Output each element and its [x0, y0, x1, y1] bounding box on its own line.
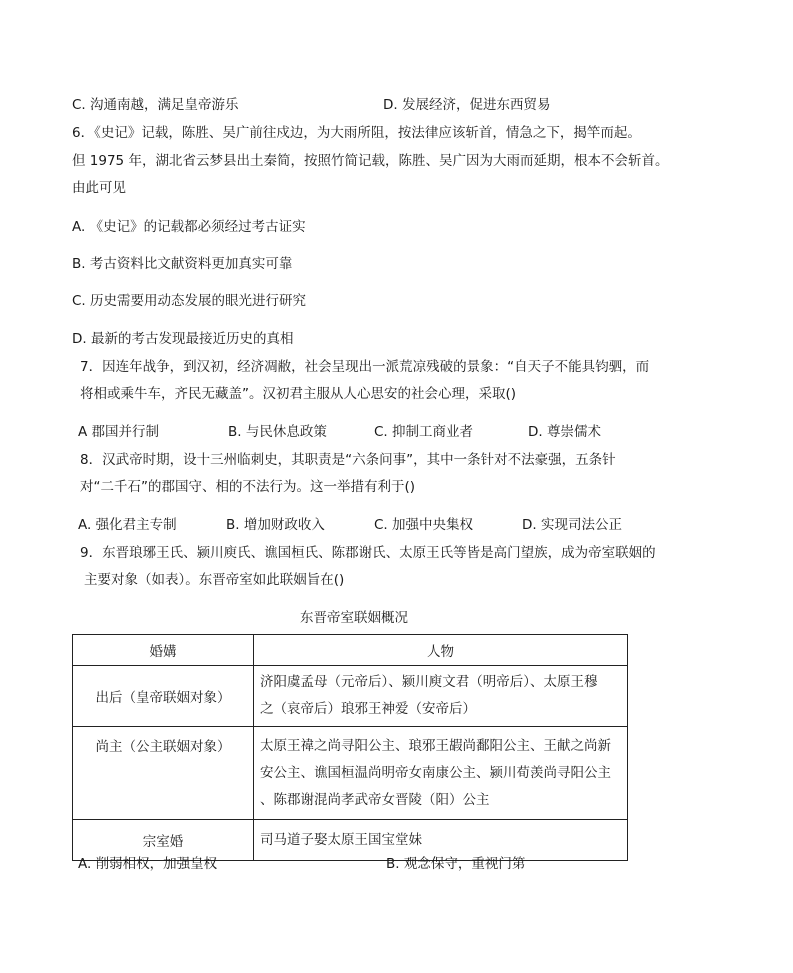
table-row [73, 727, 628, 820]
marriage-table [72, 634, 628, 861]
q8-option-d: D. 实现司法公正 [522, 517, 622, 533]
table-header-row [73, 635, 628, 666]
q6-stem-line2: 但 1975 年，湖北省云梦县出土秦简，按照竹简记载，陈胜、吴广因为大雨而延期，根本不会斩首。 [72, 153, 669, 169]
q6-stem-line3: 由此可见 [72, 180, 126, 196]
q8-option-a: A. 强化君主专制 [78, 517, 177, 533]
q8-option-c: C. 加强中央集权 [374, 517, 474, 533]
table-cell-line: 、陈郡谢混尚孝武帝女晋陵（阳）公主 [260, 791, 490, 808]
table-cell-line: 济阳虞孟母（元帝后）、颍川庾文君（明帝后）、太原王穆 [260, 674, 598, 690]
q5-option-d: D. 发展经济，促进东西贸易 [383, 97, 551, 113]
q6-option-d: D. 最新的考古发现最接近历史的真相 [72, 331, 294, 347]
q7-option-c: C. 抑制工商业者 [374, 424, 474, 440]
q5-option-c: C. 沟通南越，满足皇帝游乐 [72, 97, 239, 113]
table-cell-type: 尚主（公主联姻对象） [73, 727, 254, 820]
table-cell-line: 司马道子娶太原王国宝堂妹 [260, 831, 422, 848]
table-header-type: 婚媾 [73, 635, 254, 666]
q9-stem-line2: 主要对象（如表）。东晋帝室如此联姻旨在() [84, 572, 345, 588]
q8-option-b: B. 增加财政收入 [226, 517, 325, 533]
q7-option-d: D. 尊崇儒术 [528, 424, 601, 440]
q7-option-a: A 郡国并行制 [78, 424, 160, 440]
q6-option-a: A. 《史记》的记载都必须经过考古证实 [72, 219, 306, 235]
table-row [73, 666, 628, 727]
q8-stem-line2: 对“二千石”的郡国守、相的不法行为。这一举措有利于() [80, 479, 416, 495]
q9-option-b: B. 观念保守，重视门第 [386, 856, 526, 872]
table-cell-line: 太原王禕之尚寻阳公主、琅邪王嘏尚鄱阳公主、王献之尚新 [260, 737, 611, 754]
table-header-people: 人物 [254, 635, 628, 666]
table-caption: 东晋帝室联姻概况 [300, 610, 408, 626]
q8-stem-line1: 8．汉武帝时期，设十三州临刺史，其职责是“六条问事”，其中一条针对不法豪强，五条针 [80, 452, 616, 468]
table-cell-line: 之（哀帝后）琅邪王神爱（安帝后） [260, 701, 476, 717]
table-cell-line: 安公主、谯国桓温尚明帝女南康公主、颍川荀羡尚寻阳公主 [260, 764, 611, 781]
q9-stem-line1: 9．东晋琅琊王氏、颍川庾氏、谯国桓氏、陈郡谢氏、太原王氏等皆是高门望族，成为帝室联姻的 [80, 545, 656, 561]
q7-stem-line2: 将相或乘牛车，齐民无藏盖”。汉初君主服从人心思安的社会心理，采取() [80, 386, 517, 402]
q6-option-b: B. 考古资料比文献资料更加真实可靠 [72, 256, 293, 272]
q9-option-a: A. 削弱相权，加强皇权 [78, 856, 218, 872]
table-cell-type: 宗室婚 [73, 820, 254, 861]
q6-stem-line1: 6．《史记》记载，陈胜、吴广前往戍边，为大雨所阻，按法律应该斩首，情急之下，揭竿而起。 [72, 125, 641, 141]
q7-option-b: B. 与民休息政策 [228, 424, 327, 440]
table-cell-people [254, 727, 628, 820]
table-cell-people [254, 666, 628, 727]
q6-option-c: C. 历史需要用动态发展的眼光进行研究 [72, 293, 307, 309]
table-cell-type: 出后（皇帝联姻对象） [73, 666, 254, 727]
q7-stem-line1: 7．因连年战争，到汉初，经济凋敝，社会呈现出一派荒凉残破的景象：“自天子不能具钧驷，而 [80, 359, 650, 375]
